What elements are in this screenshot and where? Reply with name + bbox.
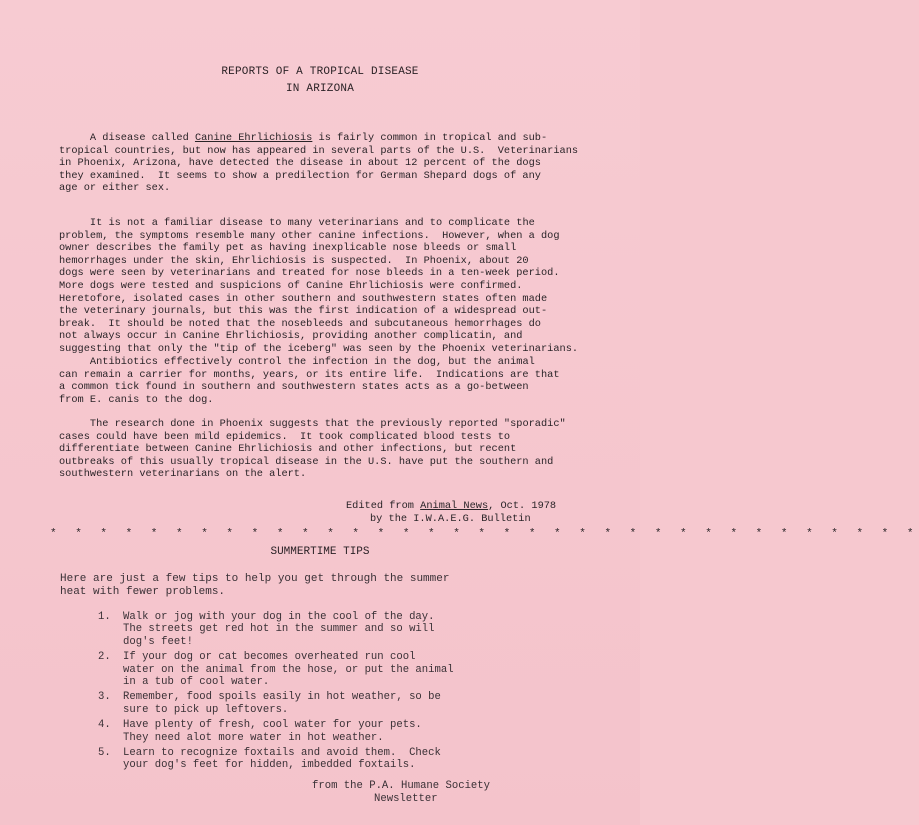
article-credit-line1 — [346, 500, 556, 513]
article-credit-line2: by the I.W.A.E.G. Bulletin — [370, 513, 531, 525]
tip-text: Have plenty of fresh, cool water for your pets. They need alot more water in hot weather. — [123, 719, 422, 744]
tips-source-line1: from the P.A. Humane Society — [312, 780, 491, 792]
credit-prefix: Edited from — [346, 500, 421, 512]
list-item — [98, 747, 568, 772]
tip-number: 2. — [98, 651, 111, 664]
section-separator: * * * * * * * * * * * * * * * * * * * * * * * * * * * * * * * * * * * — [50, 528, 919, 540]
tip-number: 5. — [98, 747, 111, 760]
tip-number: 4. — [98, 719, 111, 732]
tip-number: 1. — [98, 611, 111, 623]
credit-source: Animal News — [420, 500, 489, 512]
list-item — [98, 719, 568, 744]
list-item — [98, 611, 568, 648]
credit-date: , Oct. 1978 — [488, 500, 557, 512]
article-paragraph-3: Antibiotics effectively control the infection in the dog, but the animal can remain a carrier for months, years, or its entire life. Indications are that a common tick found in southern and southwestern states acts as a go-between from E. canis to the dog. — [59, 356, 560, 406]
paragraph-1-body: is fairly common in tropical and sub- tropical countries, but now has appeared in several parts of the U.S. Veterinarians in Phoenix, Arizona, have detected the disease in about 12 percent of the dogs they examined. It seems to show a predilection for German Shepard dogs of any age or either sex. — [59, 132, 579, 195]
tip-text: If your dog or cat becomes overheated run cool water on the animal from the hose, or put the animal in a tub of cool water. — [123, 651, 454, 689]
tips-source-line2: Newsletter — [374, 793, 438, 805]
article-paragraph-1 — [59, 132, 589, 195]
list-item — [98, 651, 568, 688]
tip-text: Walk or jog with your dog in the cool of the day. The streets get red hot in the summer and so will dog's feet! — [123, 611, 435, 648]
tips-title: SUMMERTIME TIPS — [270, 546, 370, 558]
tip-text: Learn to recognize foxtails and avoid them. Check your dog's feet for hidden, imbedded foxtails. — [123, 747, 441, 772]
disease-name-underlined: Canine Ehrlichiosis — [194, 132, 313, 144]
article-paragraph-4: The research done in Phoenix suggests that the previously reported "sporadic" cases could have been mild epidemics. It took complicated blood tests to differentiate between Canine Ehrlichiosis and other infections, but recent outbreaks of this usually tropical disease in the U.S. have put the southern and southwestern veterinarians on the alert. — [59, 418, 566, 481]
tips-list — [98, 611, 568, 775]
article-paragraph-2: It is not a familiar disease to many veterinarians and to complicate the problem, the symptoms resemble many other canine infections. However, when a dog owner describes the family pet as having inexplicable nose bleeds or small hemorrhages under the skin, Ehrlichiosis is suspected. In Phoenix, about 20 dogs were seen by veterinarians and treated for nose bleeds in a ten-week period. More dogs were tested and suspicions of Canine Ehrlichiosis were confirmed. Heretofore, isolated cases in other southern and southwestern states often made the veterinary journals, but this was the first indication of a widespread out- break. It should be noted that the nosebleeds and subcutaneous hemorrhages do not always occur in Canine Ehrlichiosis, providing another complicatin, and suggesting that only the "tip of the iceberg" was seen by the Phoenix veterinarians. — [59, 217, 579, 355]
document-title-line2: IN ARIZONA — [285, 83, 354, 95]
list-item — [98, 691, 568, 716]
document-title-line1: REPORTS OF A TROPICAL DISEASE — [221, 66, 419, 78]
paragraph-1-lead: A disease called — [59, 132, 195, 144]
tip-text: Remember, food spoils easily in hot weather, so be sure to pick up leftovers. — [123, 691, 441, 716]
tip-number: 3. — [98, 691, 111, 704]
tips-intro: Here are just a few tips to help you get through the summer heat with fewer problems. — [60, 573, 450, 598]
